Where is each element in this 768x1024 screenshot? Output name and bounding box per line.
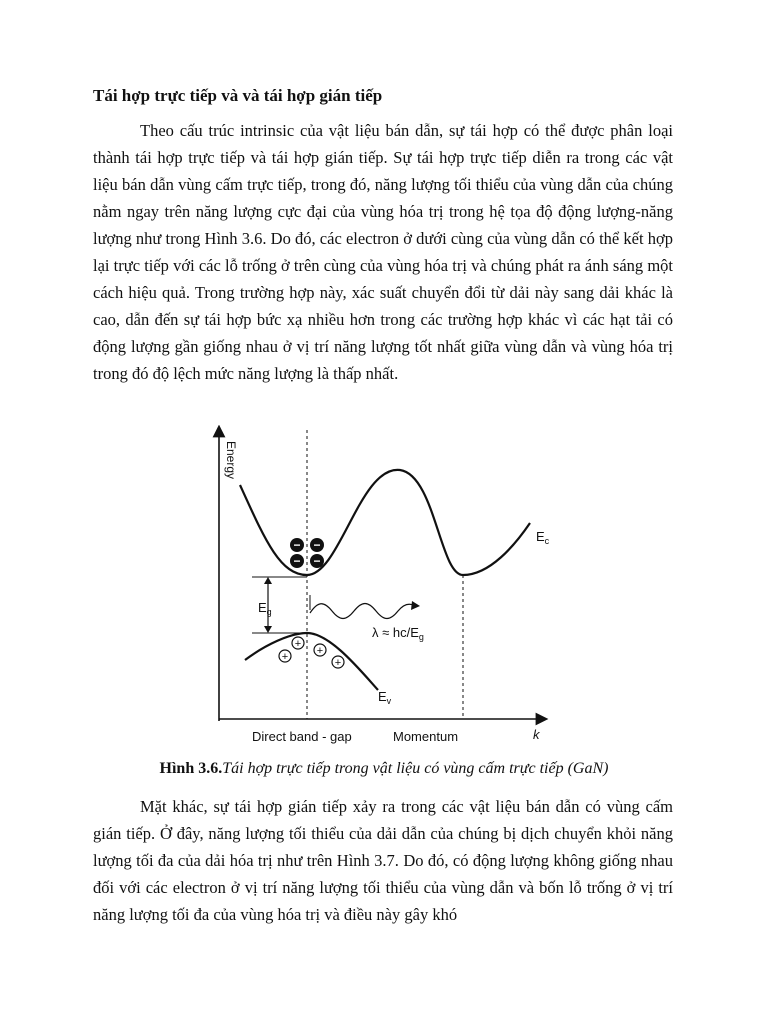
energy-axis-label: Energy [224, 441, 238, 480]
hole-group [279, 637, 344, 669]
eg-label: $E_g$ [258, 600, 272, 617]
momentum-label: Momentum [393, 729, 459, 744]
paragraph-direct-recombination [93, 117, 673, 387]
section-heading: Tái hợp trực tiếp và và tái hợp gián tiếp [93, 86, 383, 105]
lambda-label: $\lambda \approx hc/E_g$ [372, 625, 424, 642]
ec-label: $E_c$ [536, 529, 550, 546]
conduction-band-curve [240, 470, 530, 575]
electron-sign: − [293, 554, 301, 568]
caption-text: Tái hợp trực tiếp trong vật liệu có vùng cấm trực tiếp (GaN) [222, 760, 609, 777]
direct-band-gap-label: Direct band - gap [252, 729, 352, 744]
k-axis-label: k [533, 727, 540, 742]
paragraph-indirect-recombination [93, 793, 673, 928]
bandgap-arrow-down [264, 626, 272, 633]
caption-number: Hình 3.6. [159, 760, 223, 777]
paragraph-1-text: Theo cấu trúc intrinsic của vật liệu bán dẫn, sự tái hợp có thể được phân loại thành tái hợp trực tiếp và tái hợp gián tiếp. Sự tái hợp trực tiếp diễn ra trong các vật liệu bán dẫn vùng cấm trực tiếp, trong đó, năng lượng tối thiểu của vùng dẫn của chúng nằm ngay trên năng lượng cực đại của vùng hóa trị trong hệ tọa độ động lượng-năng lượng như trong Hình 3.6. Do đó, các electron ở dưới cùng của vùng dẫn có thể kết hợp lại trực tiếp với các lỗ trống ở trên cùng của vùng hóa trị và chúng phát ra ánh sáng một cách hiệu quả. Trong trường hợp này, xác suất chuyển đổi từ dải này sang dải khác là cao, dẫn đến sự tái hợp bức xạ nhiều hơn trong các trường hợp khác vì các hạt tải có động lượng gần giống nhau ở vị trí năng lượng tốt nhất giữa vùng dẫn và vùng hóa trị trong đó độ lệch mức năng lượng là thấp nhất. [93, 121, 673, 383]
hole-sign: + [316, 645, 324, 657]
hole-sign: + [294, 638, 302, 650]
hole-sign: + [281, 651, 289, 663]
electron-sign: − [313, 538, 321, 552]
band-diagram-figure [200, 425, 560, 755]
photon-wave [310, 604, 413, 619]
bandgap-arrow-up [264, 577, 272, 584]
band-diagram-svg [200, 425, 560, 755]
electron-sign: − [293, 538, 301, 552]
valence-band-curve [245, 633, 378, 690]
hole-sign: + [334, 657, 342, 669]
ev-label: $E_v$ [378, 689, 392, 706]
paragraph-2-text: Mặt khác, sự tái hợp gián tiếp xảy ra trong các vật liệu bán dẫn có vùng cấm gián tiếp. Ở đây, năng lượng tối thiểu của dải dẫn của chúng bị dịch chuyển khỏi năng lượng tối đa của dải hóa trị như trên Hình 3.7. Do đó, có động lượng không giống nhau đối với các electron ở vị trí năng lượng tối thiểu của vùng dẫn và bốn lỗ trống ở vị trí năng lượng tối đa của vùng hóa trị và điều này gây khó [93, 797, 673, 924]
photon-arrowhead [411, 601, 420, 610]
figure-caption [0, 760, 768, 778]
electron-sign: − [313, 554, 321, 568]
